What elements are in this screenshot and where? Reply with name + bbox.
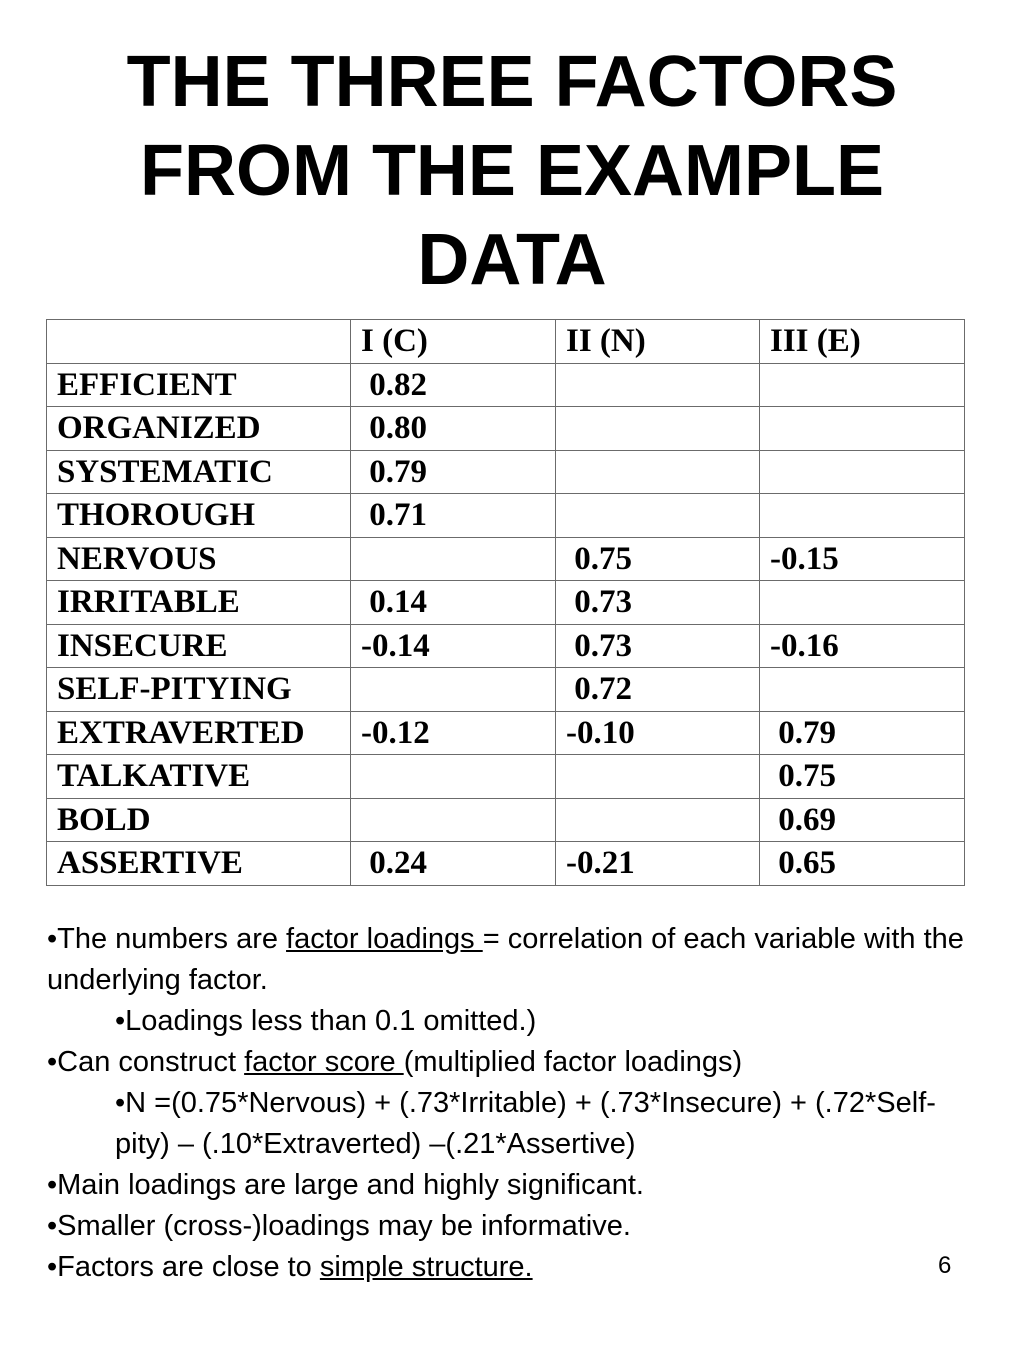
loading-cell [760,450,965,494]
variable-name-cell: BOLD [47,798,351,842]
note-main-loadings: •Main loadings are large and highly significant. [47,1169,644,1201]
table-row [47,842,965,886]
loading-cell: 0.79 [351,450,556,494]
loading-cell: 0.80 [351,407,556,451]
loading-cell [760,407,965,451]
loading-cell [760,363,965,407]
loading-cell: 0.69 [760,798,965,842]
loading-cell: 0.75 [760,755,965,799]
variable-name-cell: ASSERTIVE [47,842,351,886]
variable-name-cell: INSECURE [47,624,351,668]
variable-name-cell: SYSTEMATIC [47,450,351,494]
variable-name-cell: ORGANIZED [47,407,351,451]
table-row [47,537,965,581]
loading-cell: 0.24 [351,842,556,886]
loading-cell [351,755,556,799]
loading-cell: -0.15 [760,537,965,581]
loading-cell [351,537,556,581]
column-header: III (E) [760,320,965,364]
factor-loadings-term: factor loadings [286,923,483,955]
table-header-row [47,320,965,364]
slide-title [0,38,1024,305]
note-cross-loadings: •Smaller (cross-)loadings may be informative. [47,1210,631,1242]
loading-cell: 0.75 [556,537,760,581]
variable-name-cell: EXTRAVERTED [47,711,351,755]
table-row [47,755,965,799]
loading-cell [760,494,965,538]
table-row [47,494,965,538]
loading-cell: 0.73 [556,624,760,668]
variable-name-cell: THOROUGH [47,494,351,538]
loading-cell: 0.73 [556,581,760,625]
loading-cell [760,668,965,712]
table-row [47,407,965,451]
table-row [47,581,965,625]
note-simple-structure: •Factors are close to simple structure. [47,1251,533,1283]
column-header [47,320,351,364]
simple-structure-term: simple structure. [319,1251,533,1283]
variable-name-cell: EFFICIENT [47,363,351,407]
note-factor-loadings: •The numbers are factor loadings = correlation of each variable with the underlying factor. [47,923,964,996]
table-row [47,450,965,494]
table-row [47,624,965,668]
loading-cell: 0.65 [760,842,965,886]
loading-cell: -0.12 [351,711,556,755]
title-line-2: FROM THE EXAMPLE [139,131,884,211]
loading-cell: -0.14 [351,624,556,668]
table-body [47,320,965,886]
loading-cell [556,798,760,842]
notes [47,919,977,1288]
variable-name-cell: SELF-PITYING [47,668,351,712]
loading-cell [351,798,556,842]
loading-cell: 0.71 [351,494,556,538]
column-header: I (C) [351,320,556,364]
loading-cell [351,668,556,712]
loading-cell: -0.10 [556,711,760,755]
note-formula: •N =(0.75*Nervous) + (.73*Irritable) + (.73*Insecure) + (.72*Self-pity) – (.10*Extraverted) –(.21*Assertive) [115,1087,936,1160]
loading-cell [556,450,760,494]
title-line-3: DATA [417,220,607,300]
loading-cell [556,755,760,799]
loading-cell [556,494,760,538]
factor-loadings-table [46,319,965,886]
loading-cell [760,581,965,625]
title-line-1: THE THREE FACTORS [126,42,898,122]
loading-cell [556,407,760,451]
note-omitted: •Loadings less than 0.1 omitted.) [115,1005,537,1037]
loading-cell: 0.82 [351,363,556,407]
page-number: 6 [938,1252,952,1279]
table-row [47,711,965,755]
loading-cell: -0.16 [760,624,965,668]
variable-name-cell: IRRITABLE [47,581,351,625]
loading-cell [556,363,760,407]
loading-cell: 0.72 [556,668,760,712]
factor-score-term: factor score [244,1046,404,1078]
table-row [47,668,965,712]
loading-cell: 0.14 [351,581,556,625]
note-factor-score: •Can construct factor score (multiplied factor loadings) [47,1046,743,1078]
column-header: II (N) [556,320,760,364]
loading-cell: -0.21 [556,842,760,886]
loading-cell: 0.79 [760,711,965,755]
variable-name-cell: TALKATIVE [47,755,351,799]
table-row [47,798,965,842]
variable-name-cell: NERVOUS [47,537,351,581]
table-row [47,363,965,407]
